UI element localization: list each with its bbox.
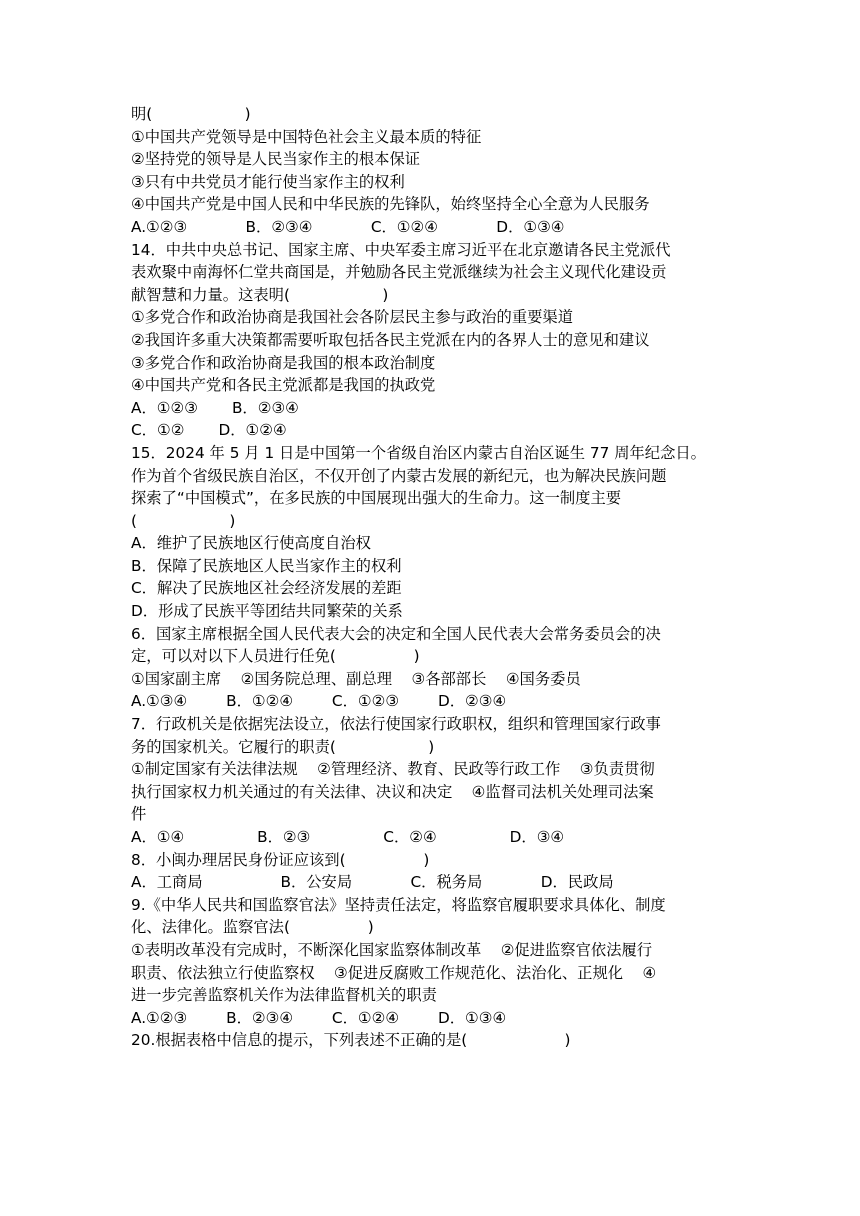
question-20-stem: 20.根据表格中信息的提示，下列表述不正确的是( ) [131,1031,571,1050]
q9-statements: 职责、依法独立行使监察权 ③促进反腐败工作规范化、法治化、正规化 ④ [131,963,657,982]
q6-statements: ①国家副主席 ②国务院总理、副总理 ③各部部长 ④国务委员 [131,669,581,688]
q15-option-d: D．形成了民族平等团结共同繁荣的关系 [131,602,403,621]
q9-statements: 进一步完善监察机关作为法律监督机关的职责 [131,986,437,1005]
q13-options: A.①②③ B．②③④ C．①②④ D．①③④ [131,217,565,236]
q9-statements: ①表明改革没有完成时，不断深化国家监察体制改革 ②促进监察官依法履行 [131,940,653,959]
question-9-stem: 化、法律化。监察官法( ) [131,918,374,937]
q13-statement-4: ④中国共产党是中国人民和中华民族的先锋队，始终坚持全心全意为人民服务 [131,195,650,214]
question-7-stem: 7．行政机关是依据宪法设立，依法行使国家行政职权，组织和管理国家行政事 [131,715,661,734]
question-15-stem: 探索了“中国模式”，在多民族的中国展现出强大的生命力。这一制度主要 [131,489,622,508]
q8-options: A．工商局 B．公安局 C．税务局 D．民政局 [131,873,614,892]
q13-statement-2: ②坚持党的领导是人民当家作主的根本保证 [131,150,421,169]
question-9-stem: 9.《中华人民共和国监察官法》坚持责任法定，将监察官履职要求具体化、制度 [131,895,666,914]
q14-statement-3: ③多党合作和政治协商是我国的根本政治制度 [131,353,436,372]
q7-statements: ①制定国家有关法律法规 ②管理经济、教育、民政等行政工作 ③负责贯彻 [131,760,655,779]
document-body [131,103,731,1052]
q15-option-c: C．解决了民族地区社会经济发展的差距 [131,579,402,598]
question-8-stem: 8．小闽办理居民身份证应该到( ) [131,850,430,869]
q14-statement-4: ④中国共产党和各民主党派都是我国的执政党 [131,376,436,395]
q13-statement-3: ③只有中共党员才能行使当家作主的权利 [131,172,405,191]
question-6-stem: 定，可以对以下人员进行任免( ) [131,647,420,666]
q6-options: A.①③④ B．①②④ C．①②③ D．②③④ [131,692,507,711]
q15-option-b: B．保障了民族地区人民当家作主的权利 [131,556,402,575]
q15-option-a: A．维护了民族地区行使高度自治权 [131,534,371,553]
q7-options: A．①④ B．②③ C．②④ D．③④ [131,828,565,846]
q7-statements: 执行国家权力机关通过的有关法律、决议和决定 ④监督司法机关处理司法案 [131,782,654,801]
question-14-stem: 表欢聚中南海怀仁堂共商国是，并勉励各民主党派继续为社会主义现代化建设贡 [131,263,667,282]
question-15-stem: ( ) [131,511,236,530]
question-14-stem: 14．中共中央总书记、国家主席、中央军委主席习近平在北京邀请各民主党派代 [131,240,671,259]
question-15-stem: 作为首个省级民族自治区，不仅开创了内蒙古发展的新纪元，也为解决民族问题 [131,466,667,485]
q14-options: A．①②③ B．②③④ [131,398,299,417]
q14-statement-1: ①多党合作和政治协商是我国社会各阶层民主参与政治的重要渠道 [131,308,574,327]
q7-statements: 件 [131,805,147,824]
question-6-stem: 6．国家主席根据全国人民代表大会的决定和全国人民代表大会常务委员会的决 [131,624,661,643]
question-14-stem: 献智慧和力量。这表明( ) [131,285,389,304]
q9-options: A.①②③ B．②③④ C．①②④ D．①③④ [131,1008,507,1027]
q14-statement-2: ②我国许多重大决策都需要听取包括各民主党派在内的各界人士的意见和建议 [131,330,650,349]
question-13-stem-end: 明( ) [131,105,251,123]
q13-statement-1: ①中国共产党领导是中国特色社会主义最本质的特征 [131,127,482,146]
q14-options: C．①② D．①②④ [131,421,287,440]
question-7-stem: 务的国家机关。它履行的职责( ) [131,737,435,756]
question-15-stem: 15．2024 年 5 月 1 日是中国第一个省级自治区内蒙古自治区诞生 77 周年纪念日。 [131,443,706,462]
